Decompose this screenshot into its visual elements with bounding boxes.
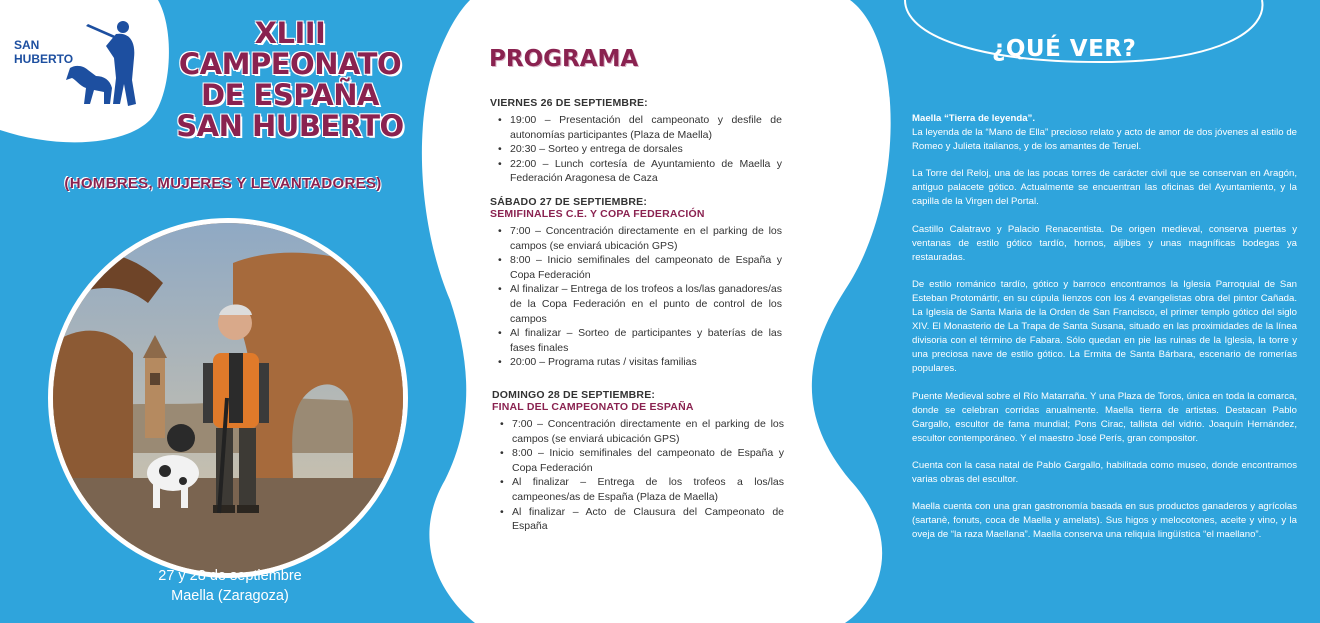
info-paragraph: Maella cuenta con una gran gastronomía basada en sus productos ganaderos y agrícolas (sartanè, fonuts, coca de Maella y amelats). Sus higos y melocotones, aceite y vino, y la oveja de “la raza Maellana”. Maella conserva una reliquia lingüística “el maellano”.: [912, 501, 1297, 541]
day-saturday: [490, 196, 782, 370]
schedule-item: • Al finalizar – Entrega de los trofeos a los/las ganadores/as de la Copa Federación en el punto de control de los campos: [510, 282, 782, 326]
schedule-item: • Al finalizar – Sorteo de participantes y baterías de las fases finales: [510, 326, 782, 355]
info-paragraph: De estilo románico tardío, gótico y barroco encontramos la Iglesia Parroquial de San Esteban Protomártir, en su cúpula lienzos con los 4 evangelistas obra del pintor Cañada. La Iglesia de Santa Maria de la Orden de San Francisco, el primer templo gótico del siglo XIV. El Monasterio de La Trapa de Santa Susana, situado en las proximidades de la línea divisoria con el término de Fabara. Sólo quedan en pie las ruinas de la Iglesia, la torre y una preciosa nave de estilo gótico. La Ermita de Santa Bárbara, escenario de romerías populares.: [912, 278, 1297, 375]
programa-title: PROGRAMA: [489, 46, 639, 72]
info-paragraph: La Torre del Reloj, una de las pocas torres de carácter civil que se conservan en Aragón, antiguo palacete gótico. Actualmente se encuentran las oficinas del Ayuntamiento, y la capilla de la Virgen del Portal.: [912, 168, 1297, 208]
title-line-2: CAMPEONATO: [178, 47, 402, 81]
title-line-3: DE ESPAÑA: [201, 78, 379, 112]
info-heading: Maella “Tierra de leyenda”.: [912, 113, 1035, 124]
schedule-list: [492, 417, 784, 534]
schedule-item: • 7:00 – Concentración directamente en el parking de los campos (se enviará ubicación GPS): [512, 417, 784, 446]
info-paragraph: [912, 112, 1297, 154]
schedule-item: • 20:30 – Sorteo y entrega de dorsales: [510, 142, 782, 157]
que-ver-title: ¿QUÉ VER?: [992, 36, 1137, 62]
logo-text: [14, 38, 73, 66]
day-title: DOMINGO 28 DE SEPTIEMBRE:: [492, 389, 656, 401]
schedule-item: • Al finalizar – Acto de Clausura del Campeonato de España: [512, 505, 784, 534]
event-dates: [80, 566, 380, 606]
dates-line: 27 y 28 de septiembre: [158, 568, 302, 584]
logo-line-2: HUBERTO: [14, 52, 74, 66]
san-huberto-logo: [14, 18, 144, 118]
championship-title: [150, 18, 430, 142]
hunter-photo: [48, 218, 408, 578]
schedule-list: [490, 113, 782, 186]
schedule-item: • 8:00 – Inicio semifinales del campeonato de España y Copa Federación: [510, 253, 782, 282]
info-paragraph: Puente Medieval sobre el Río Matarraña. Y una Plaza de Toros, única en toda la comarca, donde se celebran corridas anualmente. Maella tierra de artistas. Destacan Pablo Gargallo, escultor de fama mundial; Pons Cirac, tallista del vidrio. Joaquín Hernández, escultor contemporáneo. Y el maestro José Perís, gran compositor.: [912, 390, 1297, 444]
schedule-item: • 20:00 – Programa rutas / visitas familias: [510, 355, 782, 370]
info-text: La leyenda de la “Mano de Ella” precioso relato y acto de amor de dos jóvenes al estilo de Romeo y Julieta italianos, y de los amantes de Teruel.: [912, 127, 1297, 153]
schedule-item: • 22:00 – Lunch cortesía de Ayuntamiento de Maella y Federación Aragonesa de Caza: [510, 157, 782, 186]
day-sunday: [492, 389, 784, 534]
day-subtitle: FINAL DEL CAMPEONATO DE ESPAÑA: [492, 401, 694, 413]
title-line-1: XLIII: [254, 16, 326, 50]
info-paragraph: Castillo Calatravo y Palacio Renacentista. De origen medieval, conserva puertas y ventanas de estilo gótico tardío, hornos, aljibes y unas magníficas bodegas ya restauradas.: [912, 223, 1297, 263]
logo-line-1: SAN: [14, 38, 40, 52]
schedule-item: • 19:00 – Presentación del campeonato y desfile de autonomías participantes (Plaza de Maella): [510, 113, 782, 142]
day-subtitle: SEMIFINALES C.E. Y COPA FEDERACIÓN: [490, 208, 705, 220]
title-line-4: SAN HUBERTO: [176, 109, 404, 143]
location-line: Maella (Zaragoza): [171, 588, 289, 604]
hunter-dog-logo-icon: [66, 18, 146, 113]
day-title: SÁBADO 27 DE SEPTIEMBRE:: [490, 196, 648, 208]
schedule-item: • 7:00 – Concentración directamente en el parking de los campos (se enviará ubicación GPS): [510, 224, 782, 253]
info-paragraph: Cuenta con la casa natal de Pablo Gargallo, habilitada como museo, donde encontramos varias obras del escultor.: [912, 459, 1297, 485]
hunter-photo-illustration: [53, 223, 403, 573]
schedule-list: [490, 224, 782, 370]
day-friday: [490, 97, 782, 186]
schedule-item: • Al finalizar – Entrega de los trofeos a los/las campeones/as de España (Plaza de Maella): [512, 475, 784, 504]
schedule-item: • 8:00 – Inicio semifinales del campeonato de España y Copa Federación: [512, 446, 784, 475]
day-title: VIERNES 26 DE SEPTIEMBRE:: [490, 97, 648, 109]
participants-subtitle: (HOMBRES, MUJERES Y LEVANTADORES): [64, 175, 382, 192]
que-ver-text: [912, 112, 1297, 555]
